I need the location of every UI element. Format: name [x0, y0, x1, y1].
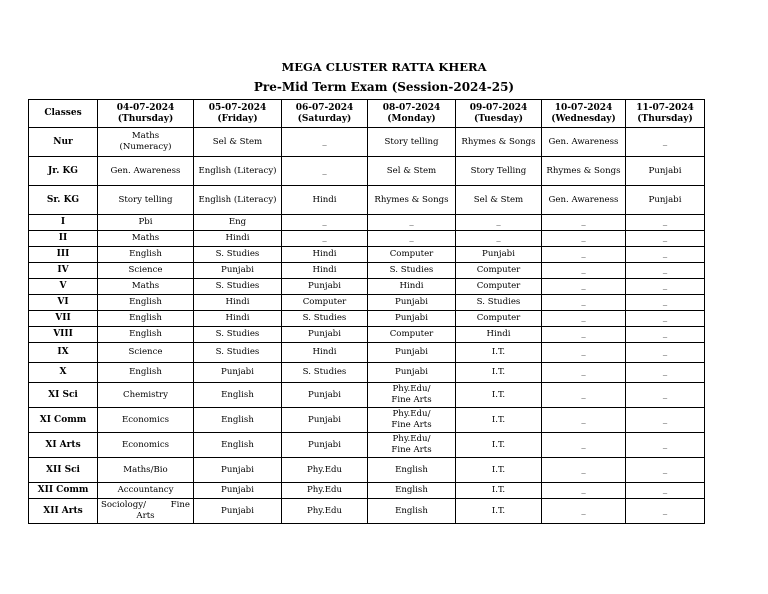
- subject-cell: _: [542, 408, 626, 433]
- subject-cell: _: [282, 157, 368, 186]
- subject-cell: English: [194, 433, 282, 458]
- date-header: 04-07-2024 (Thursday): [98, 100, 194, 128]
- subject-cell: Maths (Numeracy): [98, 128, 194, 157]
- subject-cell: S. Studies: [456, 295, 542, 311]
- class-label: II: [29, 231, 98, 247]
- subject-cell: Punjabi: [626, 157, 705, 186]
- subject-cell: I.T.: [456, 433, 542, 458]
- subject-cell: _: [626, 408, 705, 433]
- subject-cell: _: [626, 433, 705, 458]
- subject-cell: S. Studies: [282, 311, 368, 327]
- subject-cell: Phy.Edu: [282, 458, 368, 483]
- table-row: [29, 458, 705, 483]
- table-row: [29, 263, 705, 279]
- subject-cell: Hindi: [194, 295, 282, 311]
- subject-cell: Phy.Edu: [282, 499, 368, 524]
- table-row: [29, 343, 705, 363]
- class-label: X: [29, 363, 98, 383]
- subject-cell: Punjabi: [194, 363, 282, 383]
- subject-cell: English: [194, 383, 282, 408]
- subject-cell: Hindi: [282, 343, 368, 363]
- table-row: [29, 157, 705, 186]
- subject-cell: _: [542, 433, 626, 458]
- subject-cell: _: [456, 215, 542, 231]
- subject-cell: Punjabi: [456, 247, 542, 263]
- subject-cell: Eng: [194, 215, 282, 231]
- subject-cell: _: [626, 343, 705, 363]
- subject-cell: Rhymes & Songs: [542, 157, 626, 186]
- subject-cell: _: [282, 128, 368, 157]
- table-row: [29, 499, 705, 524]
- subject-cell: _: [626, 483, 705, 499]
- subject-cell: _: [626, 499, 705, 524]
- subject-cell: _: [456, 231, 542, 247]
- subject-cell: _: [542, 327, 626, 343]
- subject-cell: _: [542, 483, 626, 499]
- subject-cell: _: [626, 363, 705, 383]
- subject-cell: _: [542, 263, 626, 279]
- subject-cell: Hindi: [456, 327, 542, 343]
- subject-cell: Story Telling: [456, 157, 542, 186]
- date-header: 08-07-2024 (Monday): [368, 100, 456, 128]
- table-row: [29, 186, 705, 215]
- class-label: III: [29, 247, 98, 263]
- subject-cell: _: [542, 279, 626, 295]
- subject-cell: Hindi: [282, 186, 368, 215]
- subject-cell: Maths/Bio: [98, 458, 194, 483]
- subject-cell: Gen. Awareness: [542, 128, 626, 157]
- date-header: 10-07-2024 (Wednesday): [542, 100, 626, 128]
- exam-schedule-table: [28, 99, 705, 524]
- subject-cell: Punjabi: [282, 383, 368, 408]
- subject-cell: _: [542, 363, 626, 383]
- subject-cell: I.T.: [456, 458, 542, 483]
- subject-cell: Punjabi: [368, 363, 456, 383]
- subject-cell: Punjabi: [194, 263, 282, 279]
- subject-cell: English (Literacy): [194, 157, 282, 186]
- subject-cell: Story telling: [368, 128, 456, 157]
- table-row: [29, 433, 705, 458]
- page-subtitle: Pre-Mid Term Exam (Session-2024-25): [253, 80, 515, 94]
- subject-cell: Punjabi: [368, 343, 456, 363]
- table-row: [29, 247, 705, 263]
- subject-cell: Computer: [456, 263, 542, 279]
- subject-cell: _: [542, 215, 626, 231]
- subject-cell: English: [98, 295, 194, 311]
- subject-cell: Maths: [98, 279, 194, 295]
- class-label: XII Arts: [29, 499, 98, 524]
- subject-cell: _: [542, 247, 626, 263]
- subject-cell: _: [542, 458, 626, 483]
- table-row: [29, 327, 705, 343]
- subject-cell: Computer: [456, 311, 542, 327]
- subject-cell: Sel & Stem: [368, 157, 456, 186]
- subject-cell: _: [626, 215, 705, 231]
- subject-cell: _: [626, 263, 705, 279]
- subject-cell: Punjabi: [368, 295, 456, 311]
- subject-cell: Hindi: [282, 247, 368, 263]
- subject-cell: _: [542, 383, 626, 408]
- subject-cell: I.T.: [456, 408, 542, 433]
- subject-cell: Story telling: [98, 186, 194, 215]
- subject-cell: I.T.: [456, 483, 542, 499]
- subject-cell: Hindi: [194, 311, 282, 327]
- subject-cell: I.T.: [456, 343, 542, 363]
- table-row: [29, 408, 705, 433]
- subject-cell: Computer: [368, 327, 456, 343]
- subject-cell: _: [626, 311, 705, 327]
- subject-cell: _: [626, 327, 705, 343]
- subject-cell: Hindi: [368, 279, 456, 295]
- class-label: IV: [29, 263, 98, 279]
- subject-cell: Pbi: [98, 215, 194, 231]
- subject-cell: Economics: [98, 433, 194, 458]
- subject-cell: _: [542, 295, 626, 311]
- date-header: 11-07-2024 (Thursday): [626, 100, 705, 128]
- subject-cell: _: [542, 231, 626, 247]
- table-row: [29, 215, 705, 231]
- class-label: IX: [29, 343, 98, 363]
- subject-cell: Sel & Stem: [456, 186, 542, 215]
- subject-cell: Science: [98, 343, 194, 363]
- subject-cell: Punjabi: [626, 186, 705, 215]
- subject-cell: Computer: [456, 279, 542, 295]
- subject-cell: Chemistry: [98, 383, 194, 408]
- subject-cell: Punjabi: [282, 327, 368, 343]
- subject-cell: _: [626, 383, 705, 408]
- subject-cell: English (Literacy): [194, 186, 282, 215]
- subject-cell: Punjabi: [194, 499, 282, 524]
- subject-cell: _: [626, 128, 705, 157]
- subject-cell: English: [98, 327, 194, 343]
- subject-cell: Punjabi: [194, 483, 282, 499]
- subject-cell: Accountancy: [98, 483, 194, 499]
- class-label: Sr. KG: [29, 186, 98, 215]
- table-row: [29, 279, 705, 295]
- subject-cell: _: [542, 499, 626, 524]
- subject-cell: _: [368, 231, 456, 247]
- class-label: I: [29, 215, 98, 231]
- subject-cell: English: [368, 458, 456, 483]
- subject-cell: Rhymes & Songs: [456, 128, 542, 157]
- class-label: VII: [29, 311, 98, 327]
- class-label: VIII: [29, 327, 98, 343]
- date-header: 09-07-2024 (Tuesday): [456, 100, 542, 128]
- subject-cell: _: [542, 311, 626, 327]
- table-body: [29, 128, 705, 524]
- subject-cell: English: [368, 483, 456, 499]
- page-title: MEGA CLUSTER RATTA KHERA: [281, 60, 487, 74]
- subject-cell: Hindi: [282, 263, 368, 279]
- subject-cell: Punjabi: [282, 408, 368, 433]
- subject-cell: English: [368, 499, 456, 524]
- subject-cell: Phy.Edu/ Fine Arts: [368, 408, 456, 433]
- subject-cell: _: [626, 458, 705, 483]
- class-label: V: [29, 279, 98, 295]
- subject-cell: Gen. Awareness: [542, 186, 626, 215]
- subject-cell: _: [542, 343, 626, 363]
- subject-cell: _: [626, 295, 705, 311]
- class-label: VI: [29, 295, 98, 311]
- subject-cell: Economics: [98, 408, 194, 433]
- class-label: XII Sci: [29, 458, 98, 483]
- subject-cell: _: [282, 231, 368, 247]
- subject-cell: Punjabi: [368, 311, 456, 327]
- subject-cell: Science: [98, 263, 194, 279]
- subject-cell: Gen. Awareness: [98, 157, 194, 186]
- subject-cell: I.T.: [456, 383, 542, 408]
- subject-cell: Maths: [98, 231, 194, 247]
- table-row: [29, 483, 705, 499]
- subject-cell: S. Studies: [368, 263, 456, 279]
- subject-cell: Hindi: [194, 231, 282, 247]
- class-label: XII Comm: [29, 483, 98, 499]
- date-header: 05-07-2024 (Friday): [194, 100, 282, 128]
- subject-cell: Phy.Edu: [282, 483, 368, 499]
- header-row: [29, 100, 705, 128]
- class-label: XI Sci: [29, 383, 98, 408]
- classes-header: Classes: [29, 100, 98, 128]
- subject-cell: I.T.: [456, 499, 542, 524]
- subject-cell: Punjabi: [194, 458, 282, 483]
- subject-cell: Punjabi: [282, 433, 368, 458]
- table-row: [29, 311, 705, 327]
- date-header: 06-07-2024 (Saturday): [282, 100, 368, 128]
- subject-cell: Sel & Stem: [194, 128, 282, 157]
- subject-cell: _: [626, 231, 705, 247]
- subject-cell: I.T.: [456, 363, 542, 383]
- subject-cell: S. Studies: [194, 279, 282, 295]
- subject-cell: Phy.Edu/ Fine Arts: [368, 433, 456, 458]
- subject-cell: Phy.Edu/ Fine Arts: [368, 383, 456, 408]
- subject-cell: English: [98, 363, 194, 383]
- subject-cell: S. Studies: [282, 363, 368, 383]
- subject-cell: S. Studies: [194, 247, 282, 263]
- class-label: XI Comm: [29, 408, 98, 433]
- table-row: [29, 128, 705, 157]
- subject-cell: Computer: [282, 295, 368, 311]
- subject-cell: _: [626, 279, 705, 295]
- class-label: XI Arts: [29, 433, 98, 458]
- subject-cell: English: [98, 311, 194, 327]
- subject-cell: _: [282, 215, 368, 231]
- class-label: Nur: [29, 128, 98, 157]
- table-row: [29, 363, 705, 383]
- class-label: Jr. KG: [29, 157, 98, 186]
- subject-cell: Rhymes & Songs: [368, 186, 456, 215]
- table-row: [29, 295, 705, 311]
- table-row: [29, 383, 705, 408]
- subject-cell: Punjabi: [282, 279, 368, 295]
- subject-cell: Sociology/ Fine Arts: [98, 499, 194, 524]
- subject-cell: Computer: [368, 247, 456, 263]
- table-row: [29, 231, 705, 247]
- subject-cell: English: [194, 408, 282, 433]
- subject-cell: _: [368, 215, 456, 231]
- subject-cell: English: [98, 247, 194, 263]
- subject-cell: S. Studies: [194, 343, 282, 363]
- subject-cell: _: [626, 247, 705, 263]
- subject-cell: S. Studies: [194, 327, 282, 343]
